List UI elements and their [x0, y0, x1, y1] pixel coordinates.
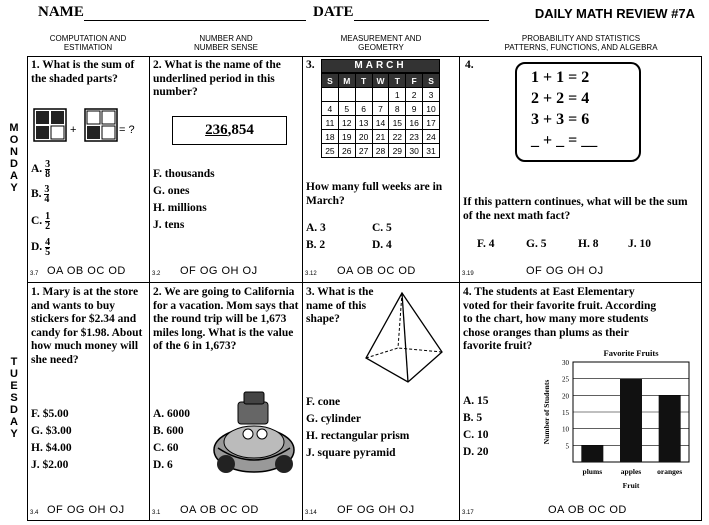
- calendar-cell: 28: [372, 144, 389, 158]
- choice-b[interactable]: B. 2: [306, 239, 326, 251]
- choice-f[interactable]: F. 4: [477, 238, 495, 250]
- calendar-cell: [338, 88, 355, 102]
- q4-number: 4.: [465, 59, 474, 71]
- pyramid-shape: [358, 290, 448, 390]
- calendar-cell: 19: [338, 130, 355, 144]
- calendar-cell: 25: [322, 144, 339, 158]
- bar-apples: [620, 379, 642, 462]
- day-label-tuesday: [8, 356, 20, 440]
- q1-text: 1. What is the sum of the shaded parts?: [31, 59, 135, 85]
- calendar-day-header: S: [322, 74, 339, 88]
- calendar-title: MARCH: [321, 59, 440, 73]
- choice-d[interactable]: D. $\frac{4}{5}$: [31, 237, 51, 258]
- choice-c[interactable]: C. 5: [372, 222, 392, 234]
- standard-code: 3.17: [462, 510, 474, 516]
- calendar-cell: 26: [338, 144, 355, 158]
- day-letter: D: [10, 404, 18, 416]
- standard-code: 3.2: [152, 271, 161, 277]
- choice-j[interactable]: J. square pyramid: [306, 447, 396, 459]
- choice-d[interactable]: D. 4: [372, 239, 392, 251]
- y-tick-label: 25: [562, 375, 569, 384]
- choice-b[interactable]: B. 5: [463, 412, 483, 424]
- day-letter: N: [10, 146, 18, 158]
- q2-text: 2. What is the name of the underlined period in this number?: [153, 59, 281, 98]
- square-left: [34, 109, 66, 141]
- calendar-cell: 27: [355, 144, 372, 158]
- choice-h[interactable]: H. rectangular prism: [306, 430, 410, 442]
- answer-bubbles-q8[interactable]: OA OB OC OD: [548, 504, 627, 516]
- choice-c[interactable]: C. 60: [153, 442, 179, 454]
- choice-d[interactable]: D. 20: [463, 446, 489, 458]
- day-letter: Y: [10, 182, 18, 194]
- calendar-cell: 8: [389, 102, 406, 116]
- q7-text: 3. What is the name of this shape?: [306, 286, 374, 325]
- calendar-cell: 24: [423, 130, 440, 144]
- calendar-cell: 22: [389, 130, 406, 144]
- standard-code: 3.7: [30, 271, 39, 277]
- col-header-computation: COMPUTATION AND ESTIMATION: [49, 34, 127, 52]
- calendar-cell: 31: [423, 144, 440, 158]
- day-letter: E: [10, 380, 18, 392]
- y-tick-label: 5: [565, 442, 569, 451]
- chart-title: Favorite Fruits: [603, 348, 659, 358]
- calendar-cell: 13: [355, 116, 372, 130]
- choice-b[interactable]: B. $\frac{3}{4}$: [31, 184, 50, 205]
- calendar-day-header: T: [355, 74, 372, 88]
- page-title: DAILY MATH REVIEW #7A: [534, 6, 695, 21]
- calendar-cell: 7: [372, 102, 389, 116]
- x-axis-label: Fruit: [622, 481, 640, 490]
- calendar-cell: 16: [406, 116, 423, 130]
- answer-bubbles-q5[interactable]: OF OG OH OJ: [47, 504, 125, 516]
- standard-code: 3.19: [462, 271, 474, 277]
- day-label-monday: [8, 122, 20, 194]
- standard-code: 3.4: [30, 510, 39, 516]
- calendar-day-header: M: [338, 74, 355, 88]
- calendar-cell: [355, 88, 372, 102]
- square-right: [85, 109, 117, 141]
- choice-g[interactable]: G. cylinder: [306, 413, 361, 425]
- day-letter: O: [9, 134, 19, 146]
- date-label: DATE: [313, 4, 354, 20]
- calendar-cell: 5: [338, 102, 355, 116]
- col-header-probability: PROBABILITY AND STATISTICS PATTERNS, FUNCTIONS, AND ALGEBRA: [504, 34, 658, 52]
- q3-text: How many full weeks are in March?: [306, 181, 443, 207]
- calendar-cell: 23: [406, 130, 423, 144]
- choice-c[interactable]: C. 10: [463, 429, 489, 441]
- x-tick-label: apples: [620, 467, 642, 476]
- day-letter: A: [10, 170, 18, 182]
- calendar-cell: 12: [338, 116, 355, 130]
- divider: [459, 56, 460, 521]
- calendar-cell: 10: [423, 102, 440, 116]
- q3-number: 3.: [306, 59, 315, 71]
- answer-bubbles-q1[interactable]: OA OB OC OD: [47, 265, 126, 277]
- choice-g[interactable]: G. 5: [526, 238, 547, 250]
- calendar-cell: 6: [355, 102, 372, 116]
- calendar-cell: 11: [322, 116, 339, 130]
- number-rest: ,854: [227, 122, 254, 138]
- choice-a[interactable]: A. 6000: [153, 408, 191, 420]
- choice-g[interactable]: G. $3.00: [31, 425, 72, 437]
- calendar-day-header: W: [372, 74, 389, 88]
- choice-a[interactable]: A. 15: [463, 395, 489, 407]
- answer-bubbles-q3[interactable]: OA OB OC OD: [337, 265, 416, 277]
- date-line[interactable]: [354, 6, 489, 21]
- date-field[interactable]: [313, 4, 489, 21]
- choice-a[interactable]: A. 3: [306, 222, 326, 234]
- calendar-cell: 15: [389, 116, 406, 130]
- day-letter: U: [10, 368, 18, 380]
- calendar-day-header: S: [423, 74, 440, 88]
- number-box: [172, 116, 287, 145]
- name-label: NAME: [38, 4, 84, 20]
- x-tick-label: oranges: [657, 467, 683, 476]
- q4-text: If this pattern continues, what will be the sum of the next math fact?: [463, 196, 688, 222]
- plus-sign: +: [70, 124, 77, 136]
- pattern-line: _ + _ = __: [531, 132, 598, 149]
- q6-text: 2. We are going to California for a vacation. Mom says that the round trip will be 1,673 miles long. What is the value of the 6 in 1,673?: [153, 286, 299, 352]
- calendar-cell: 14: [372, 116, 389, 130]
- day-letter: S: [10, 392, 18, 404]
- car-illustration: [208, 388, 300, 480]
- x-tick-label: plums: [582, 467, 603, 476]
- answer-bubbles-q4[interactable]: OF OG OH OJ: [526, 265, 604, 277]
- day-letter: Y: [10, 428, 18, 440]
- calendar-cell: 18: [322, 130, 339, 144]
- divider: [149, 56, 150, 521]
- calendar-cell: [322, 88, 339, 102]
- choice-h[interactable]: H. $4.00: [31, 442, 72, 454]
- answer-bubbles-q2[interactable]: OF OG OH OJ: [180, 265, 258, 277]
- standard-code: 3.12: [305, 271, 317, 277]
- y-tick-label: 15: [562, 409, 569, 417]
- choice-j[interactable]: J. tens: [153, 219, 185, 231]
- q5-text: 1. Mary is at the store and wants to buy stickers for $2.34 and candy for $1.98. About how much money will she need?: [31, 286, 143, 366]
- choice-c[interactable]: C. $\frac{1}{2}$: [31, 211, 51, 232]
- pattern-line: 1 + 1 = 2: [531, 69, 590, 86]
- underlined-period: 236: [205, 122, 228, 138]
- bar-oranges: [659, 395, 681, 462]
- standard-code: 3.14: [305, 510, 317, 516]
- name-line[interactable]: [84, 6, 306, 21]
- calendar-cell: 1: [389, 88, 406, 102]
- day-letter: D: [10, 158, 18, 170]
- day-letter: M: [9, 122, 19, 134]
- calendar-cell: 17: [423, 116, 440, 130]
- calendar-cell: [372, 88, 389, 102]
- y-tick-label: 20: [562, 392, 569, 401]
- divider: [302, 56, 303, 521]
- pattern-line: 2 + 2 = 4: [531, 90, 590, 107]
- calendar-day-header: T: [389, 74, 406, 88]
- choice-f[interactable]: F. thousands: [153, 168, 215, 180]
- name-field[interactable]: [38, 4, 306, 21]
- choice-b[interactable]: B. 600: [153, 425, 184, 437]
- col-header-number: NUMBER AND NUMBER SENSE: [193, 34, 258, 52]
- pattern-line: 3 + 3 = 6: [531, 111, 590, 128]
- calendar-cell: 4: [322, 102, 339, 116]
- choice-h[interactable]: H. 8: [578, 238, 599, 250]
- choice-j[interactable]: J. $2.00: [31, 459, 69, 471]
- choice-h[interactable]: H. millions: [153, 202, 207, 214]
- bar-plums: [581, 445, 603, 462]
- day-letter: T: [10, 356, 18, 368]
- calendar-cell: 30: [406, 144, 423, 158]
- day-letter: A: [10, 416, 18, 428]
- calendar-table: [321, 73, 440, 158]
- calendar-cell: 21: [372, 130, 389, 144]
- choice-a[interactable]: A. $\frac{3}{8}$: [31, 159, 51, 180]
- pattern-box: [515, 62, 641, 162]
- equals-sign: = ?: [119, 124, 135, 136]
- answer-bubbles-q6[interactable]: OA OB OC OD: [180, 504, 259, 516]
- calendar-cell: 9: [406, 102, 423, 116]
- y-tick-label: 10: [562, 425, 569, 434]
- calendar-cell: 20: [355, 130, 372, 144]
- divider: [27, 282, 702, 283]
- choice-f[interactable]: F. cone: [306, 396, 341, 408]
- calendar-cell: 3: [423, 88, 440, 102]
- y-axis-label: Number of Students: [542, 379, 551, 445]
- standard-code: 3.1: [152, 510, 161, 516]
- calendar: [321, 59, 440, 158]
- choice-j[interactable]: J. 10: [628, 238, 651, 250]
- calendar-day-header: F: [406, 74, 423, 88]
- choice-f[interactable]: F. $5.00: [31, 408, 69, 420]
- calendar-cell: 2: [406, 88, 423, 102]
- answer-bubbles-q7[interactable]: OF OG OH OJ: [337, 504, 415, 516]
- y-tick-label: 30: [562, 359, 569, 367]
- col-header-measurement: MEASUREMENT AND GEOMETRY: [340, 34, 422, 52]
- q8-text: 4. The students at East Elementary voted for their favorite fruit. According to the chart, how many more students chose oranges than plums as their favorite fruit?: [463, 286, 657, 352]
- choice-g[interactable]: G. ones: [153, 185, 190, 197]
- choice-d[interactable]: D. 6: [153, 459, 173, 471]
- favorite-fruits-chart: [535, 344, 701, 500]
- calendar-cell: 29: [389, 144, 406, 158]
